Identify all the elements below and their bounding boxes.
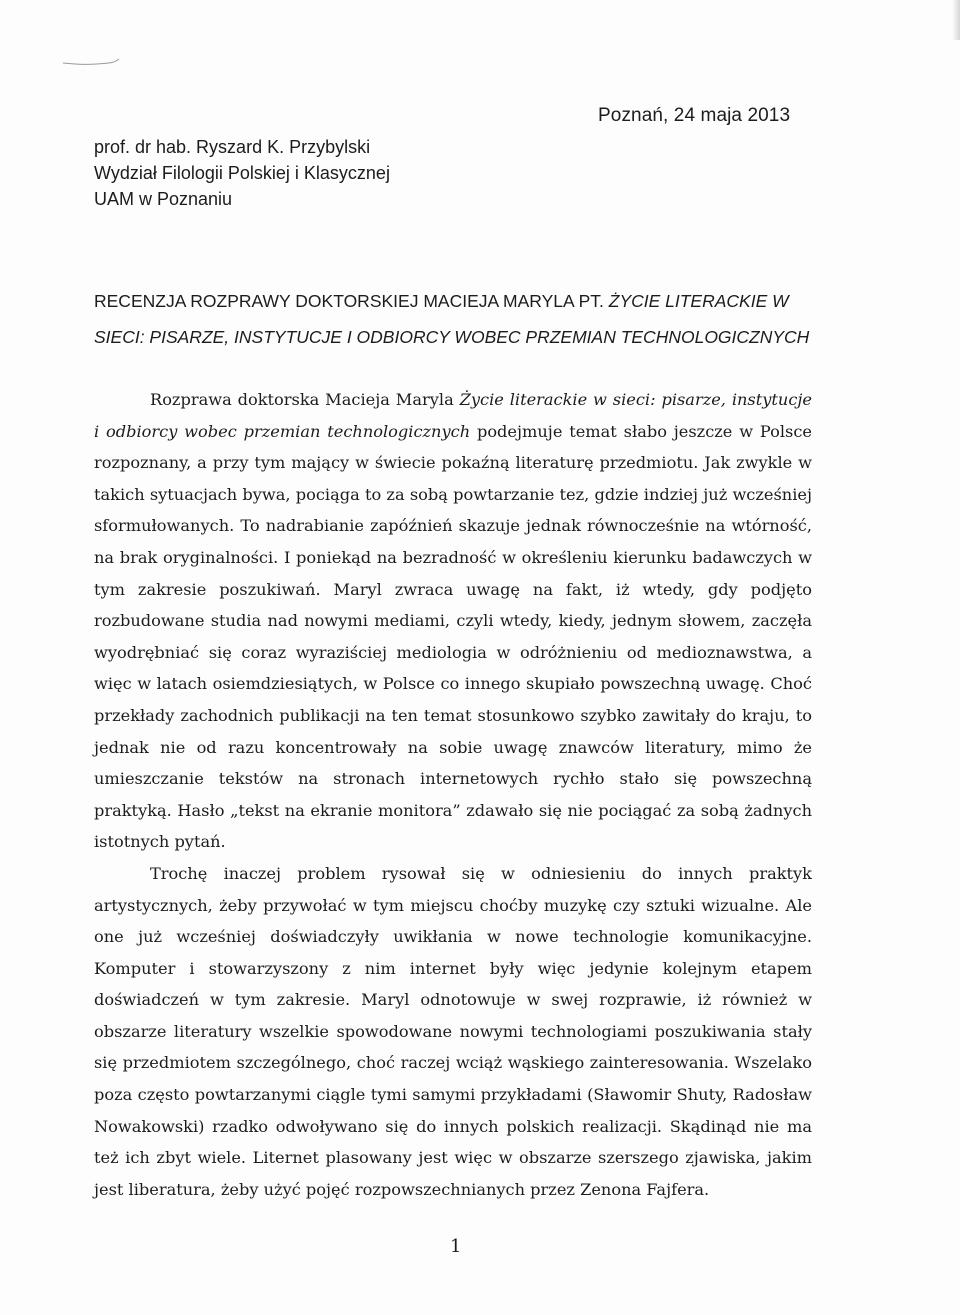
paragraph-1-lead: Rozprawa doktorska Macieja Maryla — [150, 390, 460, 409]
sender-block — [94, 134, 390, 212]
scan-edge-shadow — [952, 0, 960, 40]
review-body — [94, 384, 812, 1205]
scan-mark — [62, 58, 120, 66]
sender-name: prof. dr hab. Ryszard K. Przybylski — [94, 137, 371, 157]
paragraph-2: Trochę inaczej problem rysował się w odniesieniu do innych praktyk artystycznych, żeby przywołać w tym miejscu choćby muzykę czy sztuki wizualne. Ale one już wcześniej doświadczyły uwikłania w nowe technologie komunikacyjne. Komputer i stowarzyszony z nim internet były więc jedynie kolejnym etapem doświadczeń w tym zakresie. Maryl odnotowuje w swej rozprawie, iż również w obszarze literatury wszelkie spowodowane nowymi technologiami poszukiwania stały się przedmiotem szczególnego, choć raczej wciąż wąskiego zainteresowania. Wszelako poza często powtarzanymi ciągle tymi samymi przykładami (Sławomir Shuty, Radosław Nowakowski) rzadko odwoływano się do innych polskich realizacji. Skądinąd nie ma też ich zbyt wiele. Liternet plasowany jest więc w obszarze szerszego zjawiska, jakim jest liberatura, żeby użyć pojęć rozpowszechnianych przez Zenona Fajfera. — [94, 863, 812, 1199]
sender-university: UAM w Poznaniu — [94, 189, 233, 209]
heading-title-start: ŻYCIE LITERACKIE W — [608, 291, 789, 311]
dissertation-title: Życie literackie w sieci: pisarze, instytucje i odbiorcy wobec przemian technologicznych — [94, 390, 812, 441]
heading-line-1 — [94, 283, 814, 319]
review-heading — [94, 283, 814, 355]
heading-line-2: SIECI: PISARZE, INSTYTUCJE I ODBIORCY WOBEC PRZEMIAN TECHNOLOGICZNYCH — [94, 327, 810, 347]
page-number: 1 — [450, 1236, 462, 1257]
paragraph-1-text: podejmuje temat słabo jeszcze w Polsce rozpoznany, a przy tym mający w świecie pokaźną literaturę przedmiotu. Jak zwykle w takich sytuacjach bywa, pociąga to za sobą powtarzanie tez, gdzie indziej już wcześniej sformułowanych. To nadrabianie zapóźnień skazuje jednak równocześnie na wtórność, na brak oryginalności. I poniekąd na bezradność w określeniu kierunku badawczych w tym zakresie poszukiwań. Maryl zwraca uwagę na fakt, iż wtedy, gdy podjęto rozbudowane studia nad nowymi mediami, czyli wtedy, kiedy, jednym słowem, zaczęła wyodrębniać się coraz wyraziściej mediologia w odróżnieniu od medioznawstwa, a więc w latach osiemdziesiątych, w Polsce co innego skupiało powszechną uwagę. Choć przekłady zachodnich publikacji na ten temat stosunkowo szybko zawitały do kraju, to jednak nie od razu koncentrowały na sobie uwagę znawców literatury, mimo że umieszczanie tekstów na stronach internetowych rychło stało się powszechną praktyką. Hasło „tekst na ekranie monitora” zdawało się nie pociągać za sobą żadnych istotnych pytań. — [94, 421, 813, 852]
sender-faculty: Wydział Filologii Polskiej i Klasycznej — [94, 163, 390, 183]
letter-date: Poznań, 24 maja 2013 — [598, 105, 791, 126]
paragraph-1 — [94, 384, 812, 858]
heading-plain: RECENZJA ROZPRAWY DOKTORSKIEJ MACIEJA MARYLA PT. — [94, 291, 609, 311]
